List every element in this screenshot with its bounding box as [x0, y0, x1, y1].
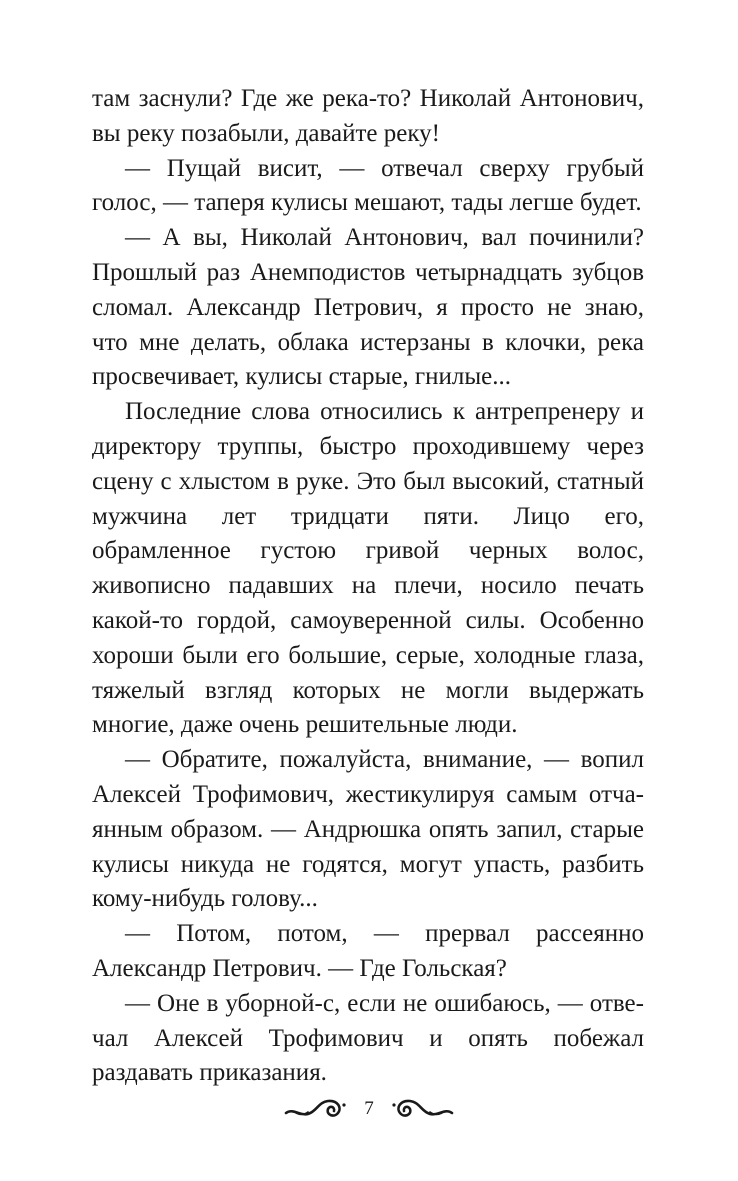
page-text [92, 82, 644, 1091]
flourish-left-icon [284, 1093, 346, 1123]
paragraph: — Оне в уборной-с, если не ошибаюсь, — отвечал Алексей Трофимович и опять побежал раздавать приказания. [92, 989, 644, 1087]
flourish-right-icon [392, 1093, 454, 1123]
paragraph: — Потом, потом, — прервал рассеянно Александр Петрович. — Где Гольская? [92, 920, 644, 982]
paragraph: там заснули? Где же река-то? Николай Антонович, вы реку позабыли, давайте реку! [92, 85, 644, 147]
paragraph: Последние слова относились к антрепренеру и директору труппы, быстро проходившему через сцену с хлыстом в руке. Это был высокий, статный мужчина лет тридцати пяти. Лицо его, обрамленное густою гривой черных волос, живописно падавших на плечи, носило печать какой-то гордой, самоуверенной силы. Особенно хороши были его большие, серые, холодные глаза, тяжелый взгляд которых не могли выдержать многие, даже очень решительные люди. [92, 398, 644, 739]
paragraph: — Пущай висит, — отвечал сверху грубый голос, — таперя кулисы мешают, тады легше будет. [92, 154, 644, 217]
page-number: 7 [364, 1097, 374, 1119]
paragraph: — Обратите, пожалуйста, внимание, — вопил Алексей Трофимович, жестикулируя самым отчаянным образом. — Андрюшка опять запил, старые кулисы никуда не годятся, могут упасть, разбить кому-нибудь голову... [92, 746, 644, 913]
page-footer [0, 1088, 738, 1128]
paragraph: — А вы, Николай Антонович, вал починили? Прошлый раз Анемподистов четырнадцать зубцов сломал. Александр Петрович, я просто не знаю, что мне делать, облака истерзаны в клочки, река просвечивает, кулисы старые, гнилые... [92, 224, 644, 391]
